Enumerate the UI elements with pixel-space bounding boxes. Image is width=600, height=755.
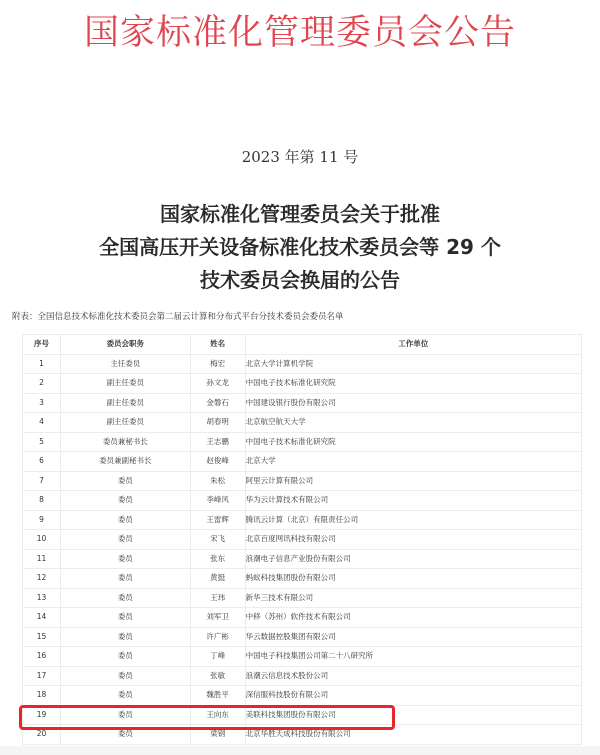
cell-index: 17: [23, 666, 61, 686]
cell-index: 12: [23, 569, 61, 589]
cell-organization: 中国电子技术标准化研究院: [245, 374, 581, 394]
table-row: [23, 471, 582, 491]
table-row: [23, 666, 582, 686]
table-row: [23, 569, 582, 589]
table-row: [23, 374, 582, 394]
cell-name: 王志鹏: [190, 432, 245, 452]
announcement-title: [0, 198, 600, 297]
cell-position: 委员: [60, 491, 190, 511]
cell-name: 丁峰: [190, 647, 245, 667]
cell-index: 19: [23, 705, 61, 725]
table-row: [23, 452, 582, 472]
cell-position: 委员: [60, 705, 190, 725]
cell-name: 张东: [190, 549, 245, 569]
cell-organization: 深信服科技股份有限公司: [245, 686, 581, 706]
cell-position: 委员: [60, 725, 190, 745]
cell-position: 委员: [60, 549, 190, 569]
cell-name: 魏胜平: [190, 686, 245, 706]
cell-index: 20: [23, 725, 61, 745]
table-row: [23, 393, 582, 413]
title-line: 全国高压开关设备标准化技术委员会等 29 个: [99, 235, 501, 259]
cell-index: 5: [23, 432, 61, 452]
table-row: [23, 608, 582, 628]
title-line: 国家标准化管理委员会关于批准: [160, 202, 440, 226]
cell-position: 委员: [60, 530, 190, 550]
cell-organization: 新华三技术有限公司: [245, 588, 581, 608]
cell-position: 委员: [60, 588, 190, 608]
cell-organization: 浪潮云信息技术股份公司: [245, 666, 581, 686]
table-row: [23, 354, 582, 374]
cell-organization: 美联科技集团股份有限公司: [245, 705, 581, 725]
cell-name: 许广彬: [190, 627, 245, 647]
table-row: [23, 491, 582, 511]
cell-position: 主任委员: [60, 354, 190, 374]
cell-position: 副主任委员: [60, 413, 190, 433]
highlight-box: [19, 705, 395, 730]
cell-position: 委员: [60, 471, 190, 491]
cell-position: 委员: [60, 647, 190, 667]
cell-organization: 北京大学计算机学院: [245, 354, 581, 374]
cell-index: 2: [23, 374, 61, 394]
cell-organization: 中国电子科技集团公司第二十八研究所: [245, 647, 581, 667]
cell-index: 11: [23, 549, 61, 569]
cell-organization: 蚂蚁科技集团股份有限公司: [245, 569, 581, 589]
cell-name: 宋飞: [190, 530, 245, 550]
cell-organization: 浪潮电子信息产业股份有限公司: [245, 549, 581, 569]
cell-name: 梅宏: [190, 354, 245, 374]
cell-name: 张敏: [190, 666, 245, 686]
cell-organization: 北京百度网讯科技有限公司: [245, 530, 581, 550]
footer-strip: [0, 746, 600, 755]
header-name: 姓名: [190, 335, 245, 355]
cell-index: 14: [23, 608, 61, 628]
cell-index: 8: [23, 491, 61, 511]
table-row: [23, 510, 582, 530]
document-number: 2023 年第 11 号: [241, 148, 359, 166]
cell-organization: 腾讯云计算（北京）有限责任公司: [245, 510, 581, 530]
cell-position: 委员: [60, 569, 190, 589]
cell-position: 副主任委员: [60, 374, 190, 394]
cell-position: 委员兼秘书长: [60, 432, 190, 452]
cell-index: 13: [23, 588, 61, 608]
committee-member-table: [22, 334, 582, 745]
cell-organization: 北京华胜天成科技股份有限公司: [245, 725, 581, 745]
header-index: 序号: [23, 335, 61, 355]
table-row: [23, 647, 582, 667]
cell-position: 委员: [60, 510, 190, 530]
table-caption: 附表：全国信息技术标准化技术委员会第二届云计算和分布式平台分技术委员会委员名单: [12, 312, 344, 322]
cell-name: 胡春明: [190, 413, 245, 433]
cell-index: 9: [23, 510, 61, 530]
cell-name: 王雷辉: [190, 510, 245, 530]
cell-organization: 中国建设银行股份有限公司: [245, 393, 581, 413]
header-organization: 工作单位: [245, 335, 581, 355]
cell-organization: 华云数据控股集团有限公司: [245, 627, 581, 647]
cell-name: 赵俊峰: [190, 452, 245, 472]
cell-organization: 北京大学: [245, 452, 581, 472]
cell-name: 朱松: [190, 471, 245, 491]
cell-organization: 中国电子技术标准化研究院: [245, 432, 581, 452]
cell-name: 李峰风: [190, 491, 245, 511]
table-header-row: [23, 335, 582, 355]
cell-index: 7: [23, 471, 61, 491]
cell-organization: 中移（苏州）软件技术有限公司: [245, 608, 581, 628]
cell-position: 委员: [60, 666, 190, 686]
cell-index: 18: [23, 686, 61, 706]
header-position: 委员会职务: [60, 335, 190, 355]
cell-name: 金磐石: [190, 393, 245, 413]
table-row: [23, 627, 582, 647]
cell-name: 王玮: [190, 588, 245, 608]
table-row: [23, 549, 582, 569]
cell-position: 委员兼副秘书长: [60, 452, 190, 472]
cell-index: 1: [23, 354, 61, 374]
cell-position: 委员: [60, 627, 190, 647]
cell-index: 3: [23, 393, 61, 413]
cell-organization: 阿里云计算有限公司: [245, 471, 581, 491]
table-row: [23, 530, 582, 550]
table-row: [23, 413, 582, 433]
cell-organization: 北京航空航天大学: [245, 413, 581, 433]
cell-name: 刘军卫: [190, 608, 245, 628]
cell-name: 孙文龙: [190, 374, 245, 394]
cell-organization: 华为云计算技术有限公司: [245, 491, 581, 511]
cell-index: 16: [23, 647, 61, 667]
table-row: [23, 686, 582, 706]
cell-index: 6: [23, 452, 61, 472]
cell-index: 15: [23, 627, 61, 647]
cell-position: 委员: [60, 608, 190, 628]
cell-position: 委员: [60, 686, 190, 706]
cell-name: 黄挺: [190, 569, 245, 589]
cell-index: 4: [23, 413, 61, 433]
table-row: [23, 432, 582, 452]
cell-name: 王向东: [190, 705, 245, 725]
title-line: 技术委员会换届的公告: [200, 268, 400, 292]
table-row: [23, 588, 582, 608]
masthead-title: 国家标准化管理委员会公告: [83, 13, 516, 53]
cell-position: 副主任委员: [60, 393, 190, 413]
cell-name: 梁钢: [190, 725, 245, 745]
cell-index: 10: [23, 530, 61, 550]
